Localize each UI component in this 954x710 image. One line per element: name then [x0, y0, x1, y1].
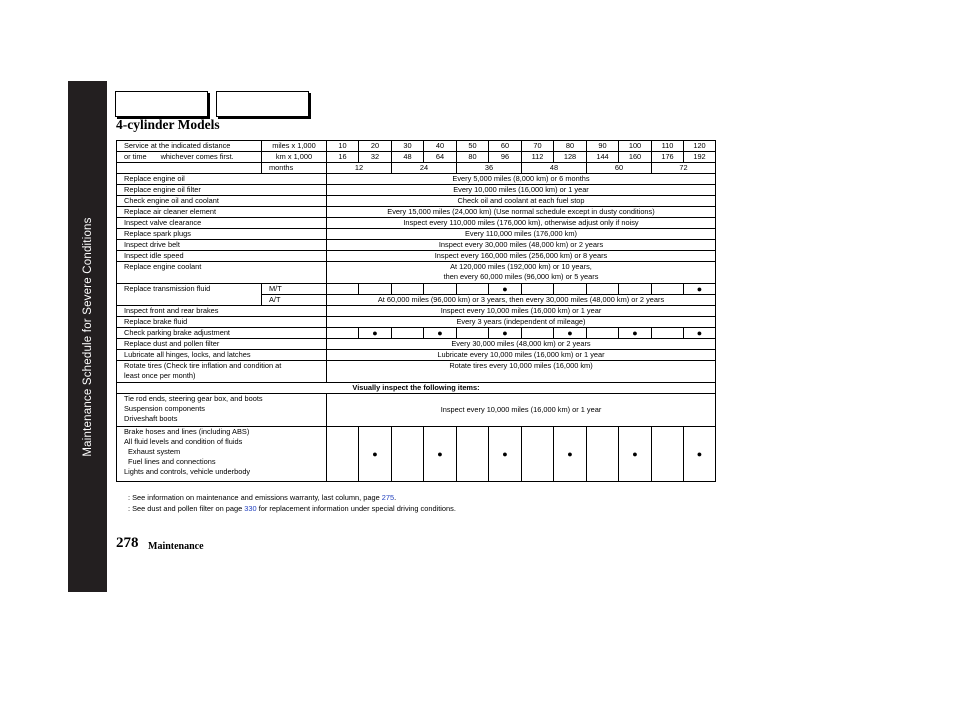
- footnote-1: [128, 493, 396, 502]
- item-label: Check engine oil and coolant: [117, 196, 327, 207]
- table-row: [117, 350, 716, 361]
- interval-text: Inspect every 30,000 miles (48,000 km) or 2 years: [327, 240, 716, 251]
- interval-line: then every 60,000 miles (96,000 km) or 5 years: [443, 272, 599, 281]
- schedule-cell: [587, 328, 619, 339]
- table-row: [117, 262, 716, 284]
- item-label: [117, 394, 327, 427]
- miles-unit-label: miles x 1,000: [262, 141, 327, 152]
- service-interval-label-2: [117, 152, 262, 163]
- schedule-dot: ●: [424, 328, 457, 339]
- item-label-line: Rotate tires (Check tire inflation and condition at: [124, 361, 282, 370]
- schedule-dot: ●: [489, 427, 522, 482]
- schedule-dot: ●: [489, 328, 522, 339]
- km-cell: 80: [457, 152, 489, 163]
- schedule-dot: ●: [554, 427, 587, 482]
- table-row: [117, 306, 716, 317]
- miles-cell: 90: [587, 141, 619, 152]
- schedule-dot: ●: [684, 328, 716, 339]
- table-row: [117, 251, 716, 262]
- footnote-text: .: [394, 493, 397, 502]
- table-row: [117, 427, 716, 482]
- schedule-cell: [522, 284, 554, 295]
- schedule-cell: [522, 328, 554, 339]
- months-cell: 60: [587, 163, 652, 174]
- table-row: [117, 174, 716, 185]
- table-row: [117, 240, 716, 251]
- interval-text: Rotate tires every 10,000 miles (16,000 km): [327, 361, 716, 383]
- km-cell: 192: [684, 152, 716, 163]
- miles-cell: 100: [619, 141, 652, 152]
- interval-text: Inspect every 10,000 miles (16,000 km) or 1 year: [327, 306, 716, 317]
- item-label: [117, 427, 327, 482]
- miles-cell: 60: [489, 141, 522, 152]
- item-label: Replace engine oil: [117, 174, 327, 185]
- km-cell: 16: [327, 152, 359, 163]
- item-label: Replace engine coolant: [117, 262, 327, 284]
- km-cell: 112: [522, 152, 554, 163]
- km-cell: 144: [587, 152, 619, 163]
- page-title: 4-cylinder Models: [116, 117, 220, 132]
- schedule-cell: [392, 284, 424, 295]
- item-label: Replace transmission fluid: [117, 284, 262, 306]
- months-cell: 24: [392, 163, 457, 174]
- at-label: A/T: [262, 295, 327, 306]
- service-interval-label: Service at the indicated distance: [117, 141, 262, 152]
- table-row: [117, 229, 716, 240]
- sidebar-title: Maintenance Schedule for Severe Conditions: [82, 217, 94, 457]
- mt-label: M/T: [262, 284, 327, 295]
- interval-text: Every 3 years (independent of mileage): [327, 317, 716, 328]
- page-number: 278: [116, 535, 139, 551]
- km-cell: 64: [424, 152, 457, 163]
- schedule-cell: [652, 328, 684, 339]
- miles-cell: 80: [554, 141, 587, 152]
- schedule-dot: ●: [684, 427, 716, 482]
- schedule-cell: [522, 427, 554, 482]
- item-label-line: least once per month): [124, 371, 196, 380]
- table-row: [117, 317, 716, 328]
- item-label-line: Suspension components: [124, 404, 205, 413]
- km-cell: 176: [652, 152, 684, 163]
- schedule-cell: [327, 328, 359, 339]
- interval-text: Every 15,000 miles (24,000 km) (Use normal schedule except in dusty conditions): [327, 207, 716, 218]
- schedule-cell: [392, 328, 424, 339]
- miles-cell: 70: [522, 141, 554, 152]
- months-unit-label: months: [262, 163, 327, 174]
- interval-text: Inspect every 10,000 miles (16,000 km) or 1 year: [327, 394, 716, 427]
- item-label: Inspect drive belt: [117, 240, 327, 251]
- item-label: Replace air cleaner element: [117, 207, 327, 218]
- schedule-dot: ●: [359, 427, 392, 482]
- schedule-dot: ●: [554, 328, 587, 339]
- interval-line: At 120,000 miles (192,000 km) or 10 years,: [450, 262, 592, 271]
- km-cell: 48: [392, 152, 424, 163]
- item-label: Lubricate all hinges, locks, and latches: [117, 350, 327, 361]
- maintenance-schedule-table: [116, 140, 716, 482]
- table-row: [117, 185, 716, 196]
- visual-inspect-heading: Visually inspect the following items:: [117, 383, 716, 394]
- table-row: [117, 218, 716, 229]
- table-row: [117, 361, 716, 383]
- schedule-dot: ●: [684, 284, 716, 295]
- months-cell: 48: [522, 163, 587, 174]
- item-label: Inspect idle speed: [117, 251, 327, 262]
- months-cell: 72: [652, 163, 716, 174]
- item-label: [117, 361, 327, 383]
- miles-cell: 10: [327, 141, 359, 152]
- footnote-text: for replacement information under special driving conditions.: [258, 504, 456, 513]
- page-link-330[interactable]: 330: [244, 504, 257, 513]
- schedule-cell: [457, 328, 489, 339]
- schedule-dot: ●: [359, 328, 392, 339]
- schedule-dot: ●: [619, 328, 652, 339]
- table-row: [117, 163, 716, 174]
- item-label-line: All fluid levels and condition of fluids: [124, 437, 243, 446]
- interval-text: Lubricate every 10,000 miles (16,000 km) or 1 year: [327, 350, 716, 361]
- schedule-cell: [392, 427, 424, 482]
- schedule-cell: [359, 284, 392, 295]
- miles-cell: 40: [424, 141, 457, 152]
- table-row: [117, 196, 716, 207]
- item-label-line: Lights and controls, vehicle underbody: [124, 467, 251, 476]
- footnote-text: : See dust and pollen filter on page: [128, 504, 243, 513]
- item-label-line: Driveshaft boots: [124, 414, 178, 423]
- schedule-cell: [457, 284, 489, 295]
- table-row: [117, 394, 716, 427]
- item-label: Replace dust and pollen filter: [117, 339, 327, 350]
- item-label: Inspect valve clearance: [117, 218, 327, 229]
- table-row: [117, 383, 716, 394]
- km-unit-label: km x 1,000: [262, 152, 327, 163]
- or-time-text: or time: [124, 152, 147, 161]
- item-label-line: Exhaust system: [128, 447, 181, 456]
- item-label-line: Fuel lines and connections: [128, 457, 216, 466]
- footnote-2: [128, 504, 456, 513]
- schedule-cell: [652, 284, 684, 295]
- table-row: [117, 152, 716, 163]
- schedule-cell: [327, 284, 359, 295]
- interval-text: Every 5,000 miles (8,000 km) or 6 months: [327, 174, 716, 185]
- table-row: [117, 339, 716, 350]
- table-row: [117, 328, 716, 339]
- item-label-line: Tie rod ends, steering gear box, and boots: [124, 394, 263, 403]
- interval-text: Check oil and coolant at each fuel stop: [327, 196, 716, 207]
- schedule-dot: ●: [619, 427, 652, 482]
- item-label: Check parking brake adjustment: [117, 328, 327, 339]
- schedule-cell: [424, 284, 457, 295]
- table-row: [117, 141, 716, 152]
- km-cell: 160: [619, 152, 652, 163]
- item-label: Replace spark plugs: [117, 229, 327, 240]
- table-row: [117, 207, 716, 218]
- interval-text: At 60,000 miles (96,000 km) or 3 years, then every 30,000 miles (48,000 km) or 2 years: [327, 295, 716, 306]
- interval-text: Every 30,000 miles (48,000 km) or 2 years: [327, 339, 716, 350]
- header-tab-box-2: [216, 91, 309, 117]
- section-label: Maintenance: [148, 541, 204, 552]
- schedule-cell: [457, 427, 489, 482]
- miles-cell: 120: [684, 141, 716, 152]
- schedule-cell: [619, 284, 652, 295]
- schedule-cell: [554, 284, 587, 295]
- table-row: [117, 284, 716, 295]
- miles-cell: 20: [359, 141, 392, 152]
- schedule-cell: [652, 427, 684, 482]
- schedule-dot: ●: [424, 427, 457, 482]
- item-label: Replace engine oil filter: [117, 185, 327, 196]
- interval-text: Every 10,000 miles (16,000 km) or 1 year: [327, 185, 716, 196]
- km-cell: 128: [554, 152, 587, 163]
- whichever-first-text: whichever comes first.: [160, 152, 234, 161]
- schedule-cell: [587, 284, 619, 295]
- months-cell: 36: [457, 163, 522, 174]
- km-cell: 32: [359, 152, 392, 163]
- interval-text: Every 110,000 miles (176,000 km): [327, 229, 716, 240]
- page-link-275[interactable]: 275: [381, 493, 395, 502]
- interval-text: [327, 262, 716, 284]
- schedule-cell: [327, 427, 359, 482]
- interval-text: Inspect every 160,000 miles (256,000 km) or 8 years: [327, 251, 716, 262]
- item-label: Replace brake fluid: [117, 317, 327, 328]
- item-label-line: Brake hoses and lines (including ABS): [124, 427, 250, 436]
- item-label: Inspect front and rear brakes: [117, 306, 327, 317]
- footnote-text: : See information on maintenance and emissions warranty, last column, page: [128, 493, 380, 502]
- schedule-dot: ●: [489, 284, 522, 295]
- km-cell: 96: [489, 152, 522, 163]
- miles-cell: 110: [652, 141, 684, 152]
- schedule-cell: [587, 427, 619, 482]
- empty-cell: [117, 163, 262, 174]
- header-tab-box-1: [115, 91, 208, 117]
- interval-text: Inspect every 110,000 miles (176,000 km), otherwise adjust only if noisy: [327, 218, 716, 229]
- months-cell: 12: [327, 163, 392, 174]
- miles-cell: 30: [392, 141, 424, 152]
- miles-cell: 50: [457, 141, 489, 152]
